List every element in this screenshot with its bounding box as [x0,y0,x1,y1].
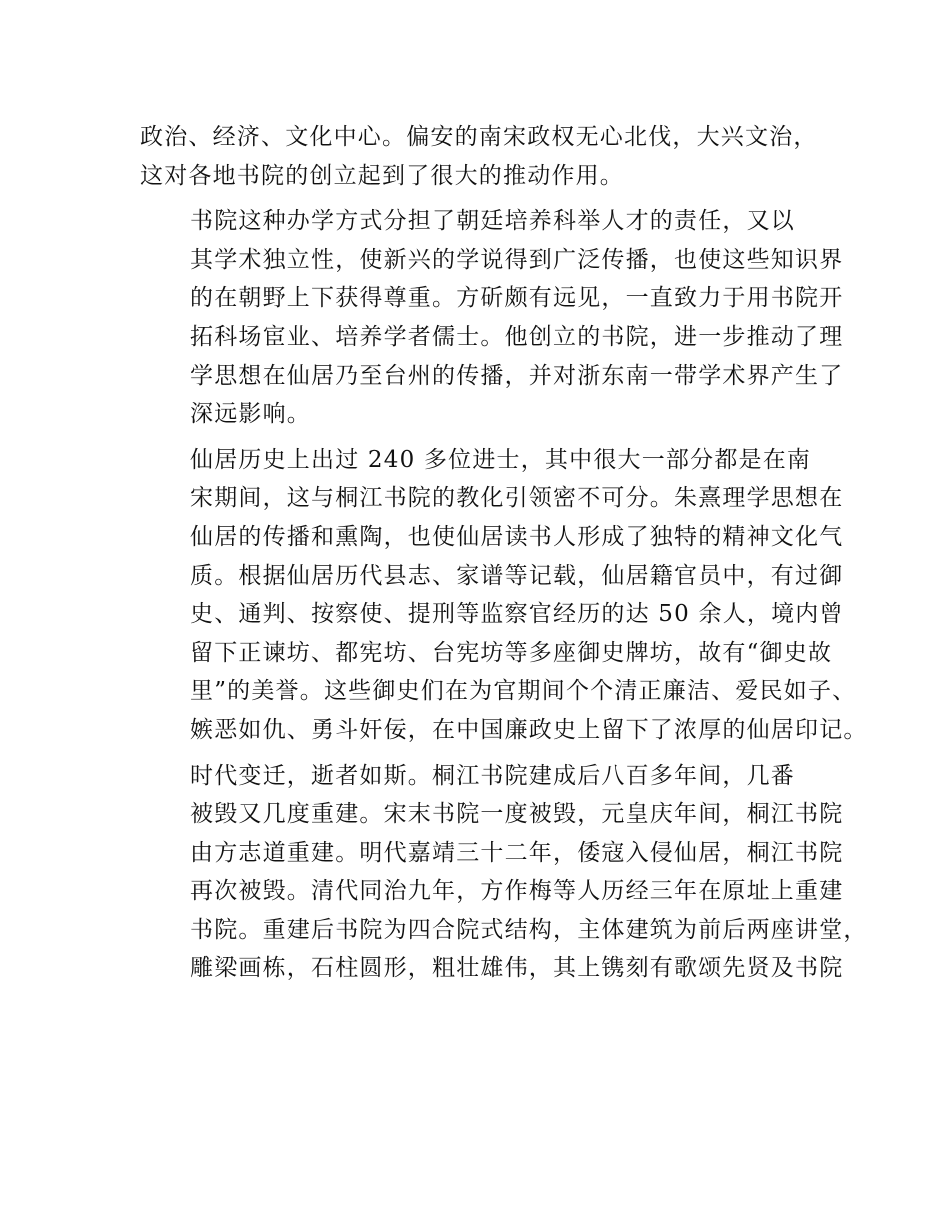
text-line: 被毁又几度重建。宋末书院一度被毁，元皇庆年间，桐江书院 [190,801,844,828]
text-line: 留下正谏坊、都宪坊、台宪坊等多座御史牌坊，故有“御史故 [190,639,833,666]
paragraph-2 [140,202,844,434]
text-line: 的在朝野上下获得尊重。方斫颇有远见，一直致力于用书院开 [190,285,844,312]
paragraph-1 [140,118,828,195]
text-line: 嫉恶如仇、勇斗奸佞，在中国廉政史上留下了浓厚的仙居印记。 [190,716,868,743]
text-line: 深远影响。 [190,401,311,428]
text-line: 里”的美誉。这些御史们在为官期间个个清正廉洁、爱民如子、 [190,678,857,705]
text-line: 学思想在仙居乃至台州的传播，并对浙东南一带学术界产生了 [190,362,844,389]
text-line: 这对各地书院的创立起到了很大的推动作用。 [140,162,624,189]
text-line: 书院。重建后书院为四合院式结构，主体建筑为前后两座讲堂， [190,916,868,943]
text-line: 雕梁画栋，石柱圆形，粗壮雄伟，其上镌刻有歌颂先贤及书院 [190,955,844,982]
text-line: 仙居历史上出过 240 多位进士，其中很大一部分都是在南 [190,446,812,473]
text-line: 由方志道重建。明代嘉靖三十二年，倭寇入侵仙居，桐江书院 [190,839,844,866]
paragraph-4 [140,757,868,989]
text-line: 仙居的传播和熏陶，也使仙居读书人形成了独特的精神文化气 [190,523,844,550]
text-line: 质。根据仙居历代县志、家谱等记载，仙居籍官员中，有过御 [190,562,844,589]
document-page [140,118,868,988]
text-line: 拓科场宦业、培养学者儒士。他创立的书院，进一步推动了理 [190,323,844,350]
text-line: 时代变迁，逝者如斯。桐江书院建成后八百多年间，几番 [190,762,795,789]
text-line: 史、通判、按察使、提刑等监察官经历的达 50 余人，境内曾 [190,601,844,628]
paragraph-3 [140,441,868,750]
text-line: 宋期间，这与桐江书院的教化引领密不可分。朱熹理学思想在 [190,485,844,512]
text-line: 书院这种办学方式分担了朝廷培养科举人才的责任，又以 [190,208,795,235]
text-line: 其学术独立性，使新兴的学说得到广泛传播，也使这些知识界 [190,246,844,273]
text-line: 再次被毁。清代同治九年，方作梅等人历经三年在原址上重建 [190,878,844,905]
text-line: 政治、经济、文化中心。偏安的南宋政权无心北伐，大兴文治， [140,124,818,150]
